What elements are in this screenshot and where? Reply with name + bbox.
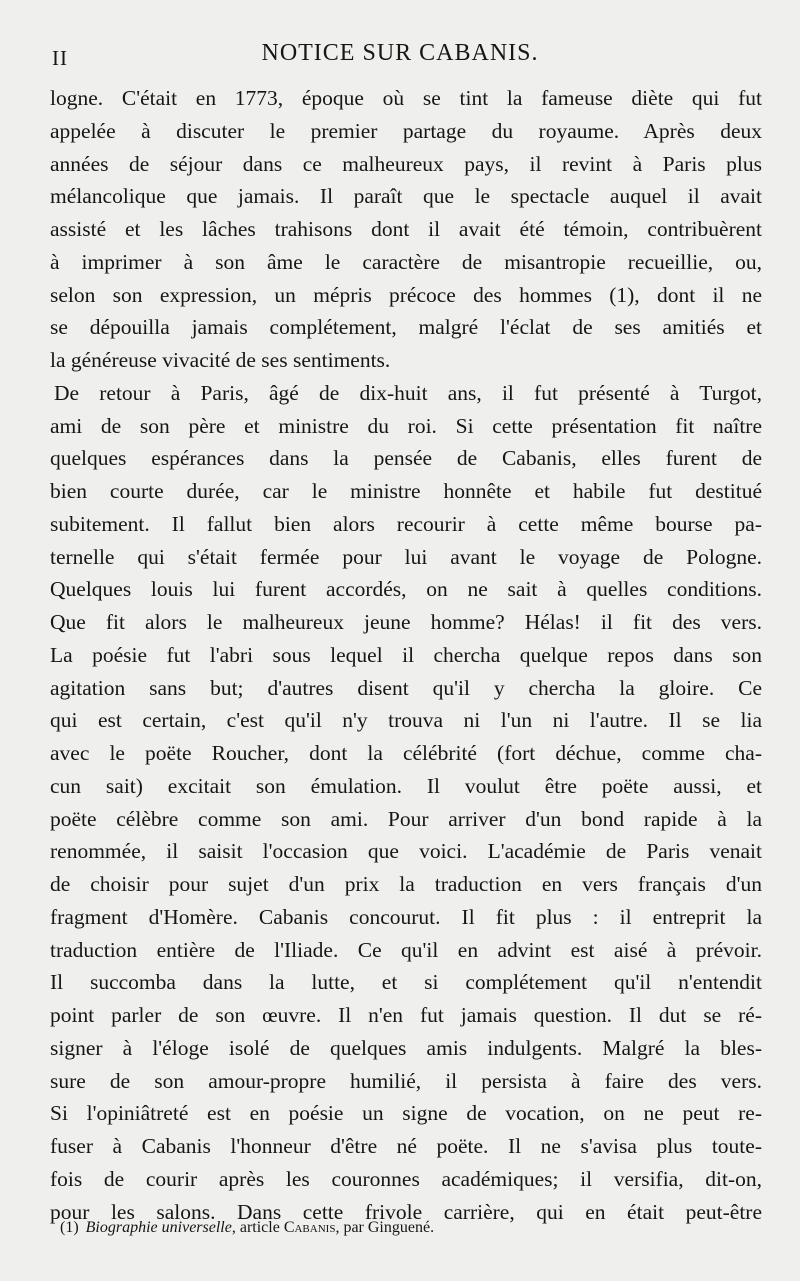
running-title: NOTICE SUR CABANIS.	[261, 40, 539, 66]
text-line: logne. C'était en 1773, époque où se tint la fameuse diète qui fut	[50, 86, 762, 110]
footnote-work-title: Biographie universelle	[85, 1219, 232, 1236]
footnote-marker: (1)	[60, 1219, 79, 1236]
text-line: cun sait) excitait son émulation. Il voulut être poëte aussi, et	[50, 773, 762, 798]
text-line: avec le poëte Roucher, dont la célébrité (fort déchue, comme cha-	[50, 741, 762, 765]
text-line: appelée à discuter le premier partage du royaume. Après deux	[50, 118, 762, 143]
text-line: se dépouilla jamais complétement, malgré l'éclat de ses amitiés et	[50, 315, 762, 340]
text-line: Il succomba dans la lutte, et si complétement qu'il n'entendit	[50, 970, 762, 995]
text-line: fois de courir après les couronnes académiques; il versifia, dit-on,	[50, 1166, 762, 1191]
text-line: traduction entière de l'Iliade. Ce qu'il en advint est aisé à prévoir.	[50, 937, 762, 962]
text-line: point parler de son œuvre. Il n'en fut jamais question. Il dut se ré-	[50, 1003, 762, 1027]
text-line: agitation sans but; d'autres disent qu'il y chercha la gloire. Ce	[50, 675, 762, 700]
text-line: Si l'opiniâtreté est en poésie un signe de vocation, on ne peut re-	[50, 1101, 762, 1126]
text-line: La poésie fut l'abri sous lequel il chercha quelque repos dans son	[50, 642, 762, 667]
text-line: à imprimer à son âme le caractère de misantropie recueillie, ou,	[50, 249, 762, 274]
text-line: de choisir pour sujet d'un prix la traduction en vers français d'un	[50, 872, 762, 896]
footnote	[60, 1219, 434, 1237]
footnote-text: , article	[231, 1219, 280, 1236]
text-line: Que fit alors le malheureux jeune homme? Hélas! il fit des vers.	[50, 610, 762, 634]
text-line: pour les salons. Dans cette frivole carrière, qui en était peut-être	[50, 1199, 762, 1224]
text-line: bien courte durée, car le ministre honnête et habile fut destitué	[50, 479, 762, 503]
footnote-author: , par Ginguené.	[335, 1219, 435, 1236]
text-line: Quelques louis lui furent accordés, on ne sait à quelles conditions.	[50, 577, 762, 602]
text-line: ternelle qui s'était fermée pour lui avant le voyage de Pologne.	[50, 544, 762, 569]
page-number: II	[52, 46, 68, 70]
text-line: selon son expression, un mépris précoce des hommes (1), dont il ne	[50, 282, 762, 307]
text-line: fuser à Cabanis l'honneur d'être né poëte. Il ne s'avisa plus toute-	[50, 1134, 762, 1158]
text-line: ami de son père et ministre du roi. Si cette présentation fit naître	[50, 413, 762, 438]
text-line: fragment d'Homère. Cabanis concourut. Il fit plus : il entreprit la	[50, 904, 762, 929]
text-line: qui est certain, c'est qu'il n'y trouva ni l'un ni l'autre. Il se lia	[50, 708, 762, 733]
footnote-article: Cabanis	[283, 1219, 336, 1236]
text-line: années de séjour dans ce malheureux pays, il revint à Paris plus	[50, 151, 762, 176]
running-head	[0, 38, 800, 70]
text-line: subitement. Il fallut bien alors recourir à cette même bourse pa-	[50, 511, 762, 536]
text-line: sure de son amour-propre humilié, il persista à faire des vers.	[50, 1068, 762, 1093]
body-text	[50, 82, 762, 1228]
text-line: quelques espérances dans la pensée de Cabanis, elles furent de	[50, 446, 762, 471]
paragraph-end-line: la généreuse vivacité de ses sentiments.	[50, 348, 391, 372]
text-line: signer à l'éloge isolé de quelques amis indulgents. Malgré la bles-	[50, 1035, 762, 1060]
text-line: poëte célèbre comme son ami. Pour arriver d'un bond rapide à la	[50, 806, 762, 831]
paragraph-start-line: De retour à Paris, âgé de dix-huit ans, il fut présenté à Turgot,	[54, 380, 762, 405]
text-line: renommée, il saisit l'occasion que voici. L'académie de Paris venait	[50, 839, 762, 864]
text-line: assisté et les lâches trahisons dont il avait été témoin, contribuèrent	[50, 217, 762, 241]
text-line: mélancolique que jamais. Il paraît que le spectacle auquel il avait	[50, 184, 762, 209]
